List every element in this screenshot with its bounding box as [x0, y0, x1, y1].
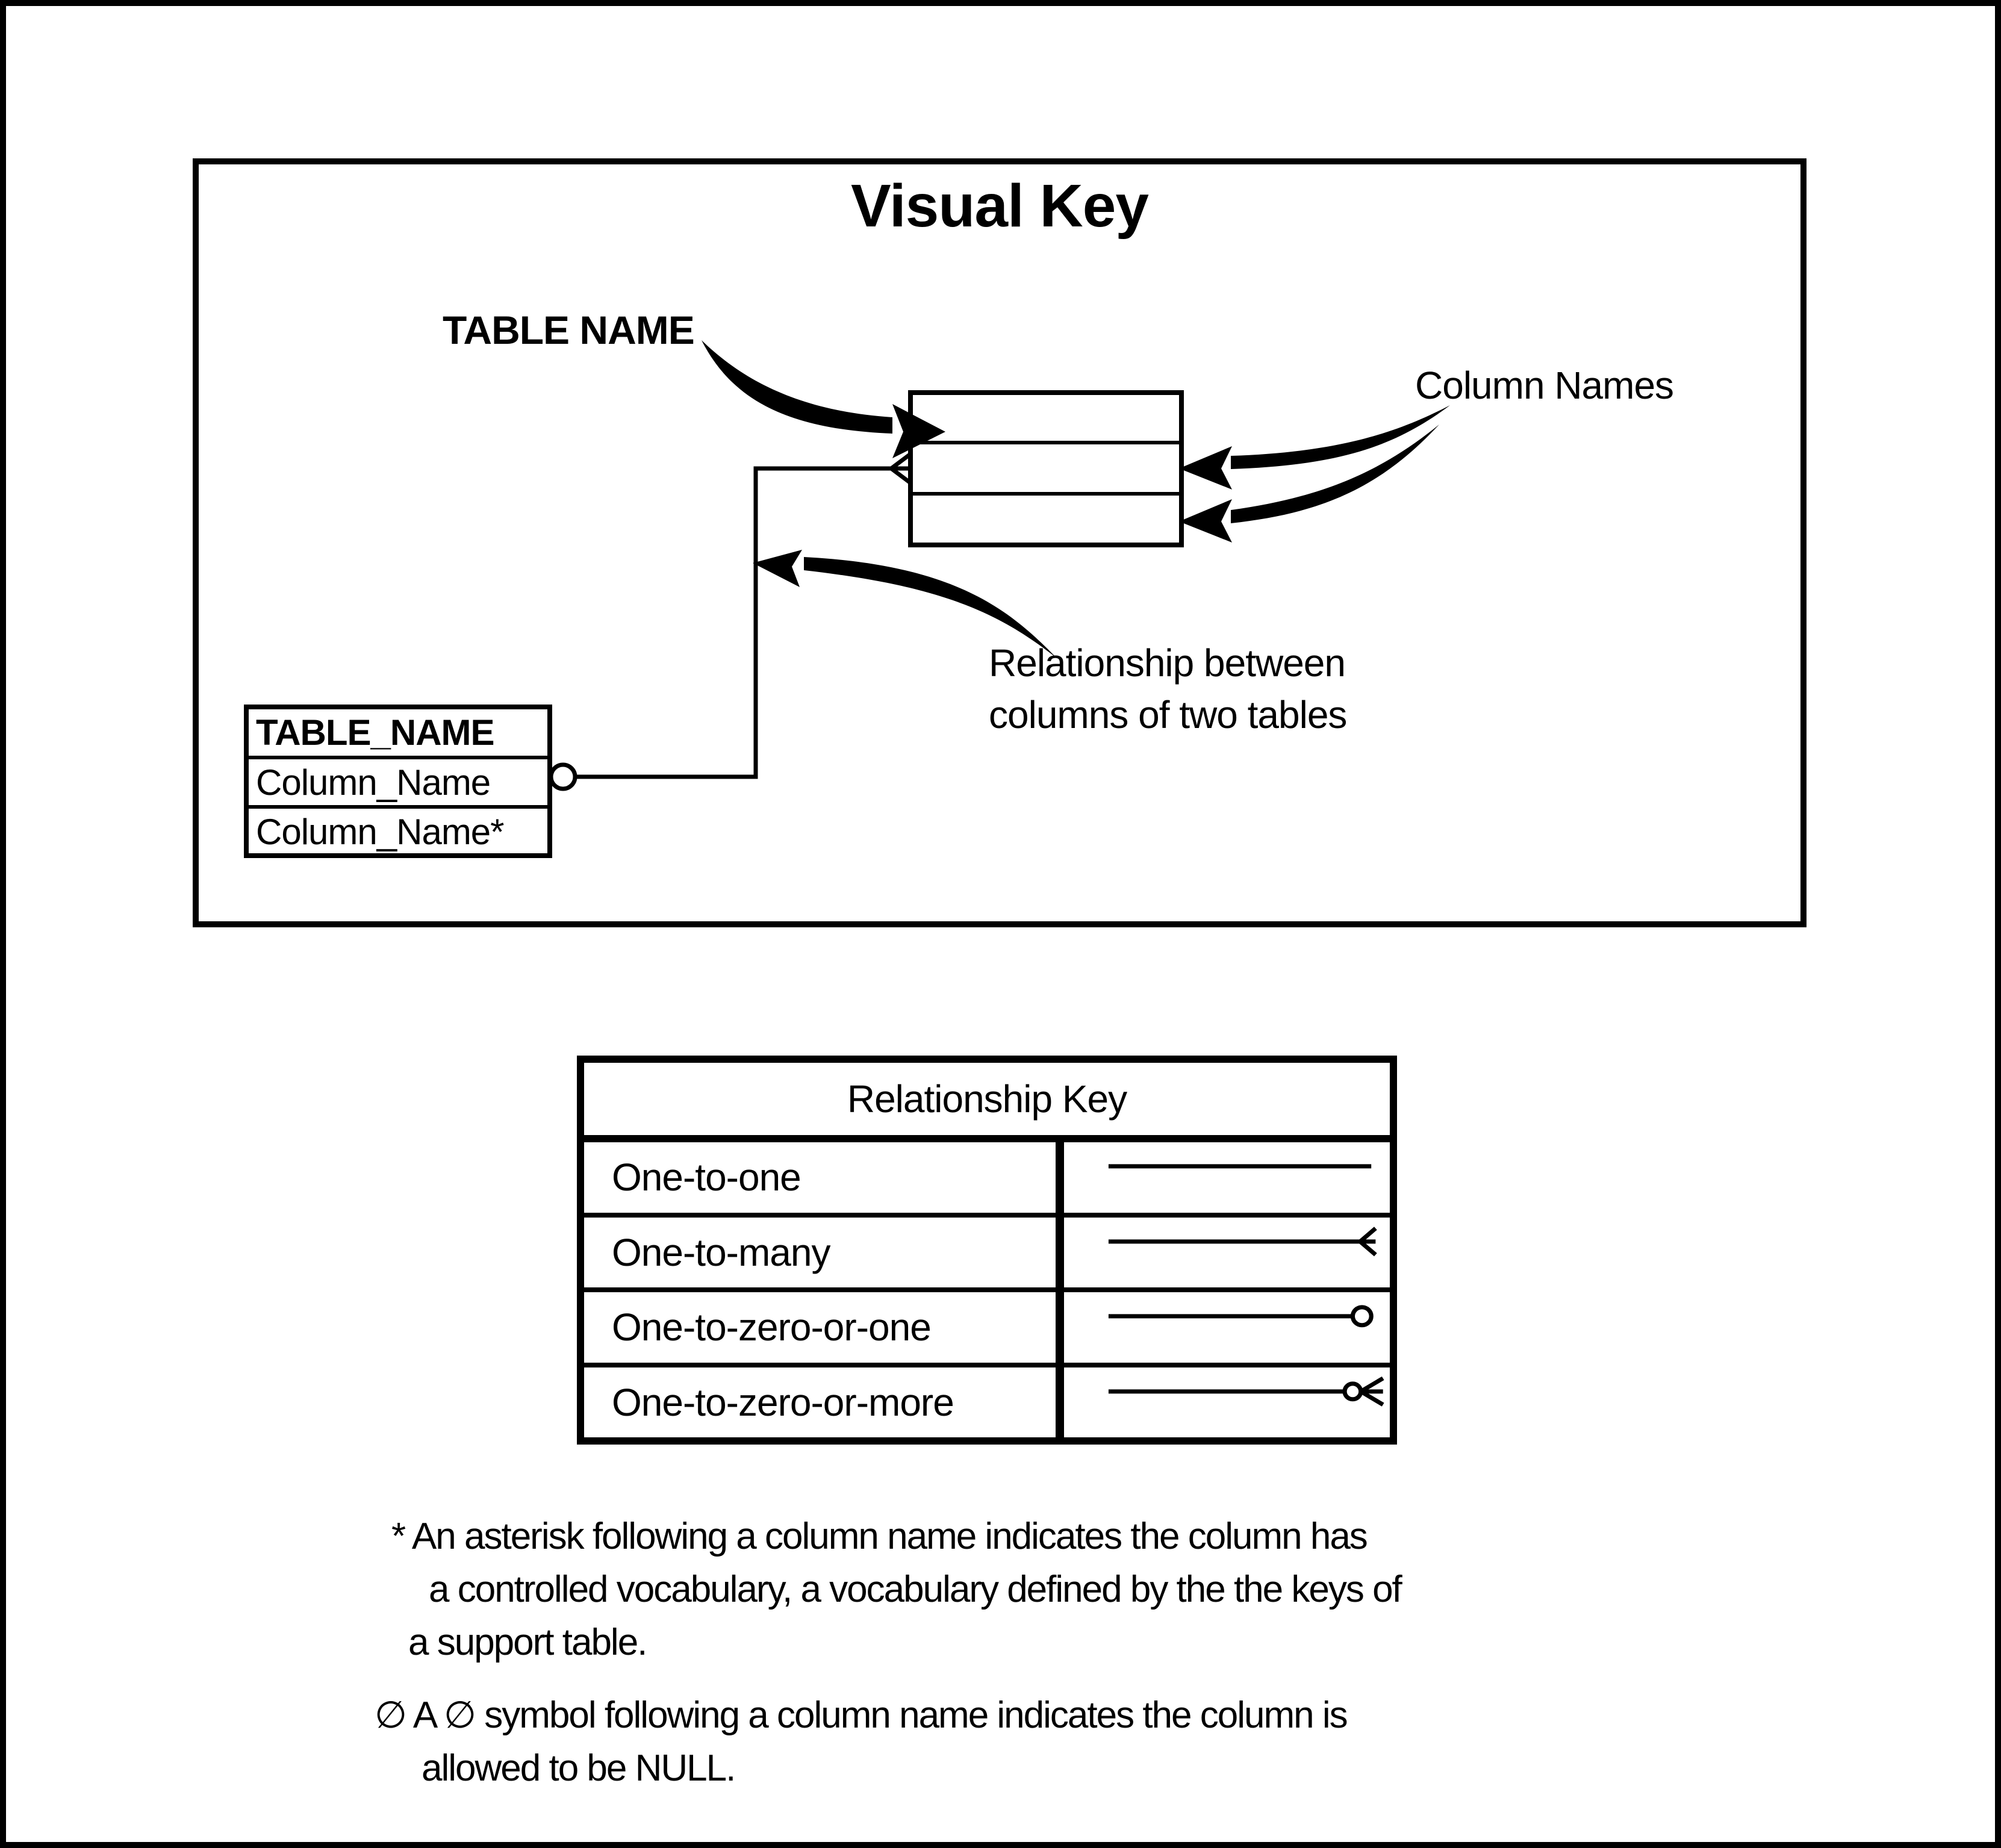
relationship-label: One-to-zero-or-more: [584, 1367, 1064, 1438]
table-row: [584, 1142, 1390, 1218]
relationship-connector-line: [576, 468, 891, 777]
null-footnote: [375, 1689, 1347, 1795]
relationship-note-line: columns of two tables: [989, 693, 1347, 736]
relationship-key-title: Relationship Key: [584, 1063, 1390, 1142]
mini-table: [910, 393, 1181, 545]
table-name-label: TABLE NAME: [443, 308, 694, 352]
table-row: [584, 1367, 1390, 1438]
relationship-note-line: Relationship between: [989, 641, 1345, 685]
relationship-note: [989, 637, 1346, 741]
crowfoot-connector-icon: [891, 454, 910, 483]
relationship-key-table: [577, 1056, 1397, 1445]
one-to-zero-or-one-symbol-icon: [1064, 1292, 1390, 1363]
example-table-header: TABLE_NAME: [249, 709, 547, 759]
footnote-line: a controlled vocabulary, a vocabulary defined by the the keys of: [429, 1569, 1401, 1610]
relationship-key-body: [584, 1142, 1390, 1437]
relationship-label: One-to-zero-or-one: [584, 1292, 1064, 1363]
footnote-line: allowed to be NULL.: [422, 1747, 735, 1789]
table-row: [584, 1292, 1390, 1367]
relationship-label: One-to-many: [584, 1218, 1064, 1288]
example-table-row: Column_Name: [249, 759, 547, 809]
visual-key-panel: [193, 158, 1807, 927]
panel-title: Visual Key: [850, 172, 1148, 240]
table-row: [584, 1218, 1390, 1293]
footnote-line: * An asterisk following a column name indicates the column has: [391, 1516, 1367, 1557]
footnote-line: a support table.: [408, 1622, 647, 1663]
relationship-label: One-to-one: [584, 1142, 1064, 1213]
footnote-line: ∅ A ∅ symbol following a column name indicates the column is: [375, 1694, 1347, 1736]
example-table: [244, 705, 552, 858]
example-table-row: Column_Name*: [256, 811, 504, 852]
one-to-zero-or-more-symbol-icon: [1064, 1367, 1390, 1438]
zero-or-one-circle-connector: [551, 765, 575, 789]
column-names-label: Column Names: [1415, 364, 1674, 407]
one-to-one-symbol-icon: [1064, 1142, 1390, 1213]
asterisk-footnote: [391, 1510, 1401, 1669]
one-to-many-symbol-icon: [1064, 1218, 1390, 1288]
